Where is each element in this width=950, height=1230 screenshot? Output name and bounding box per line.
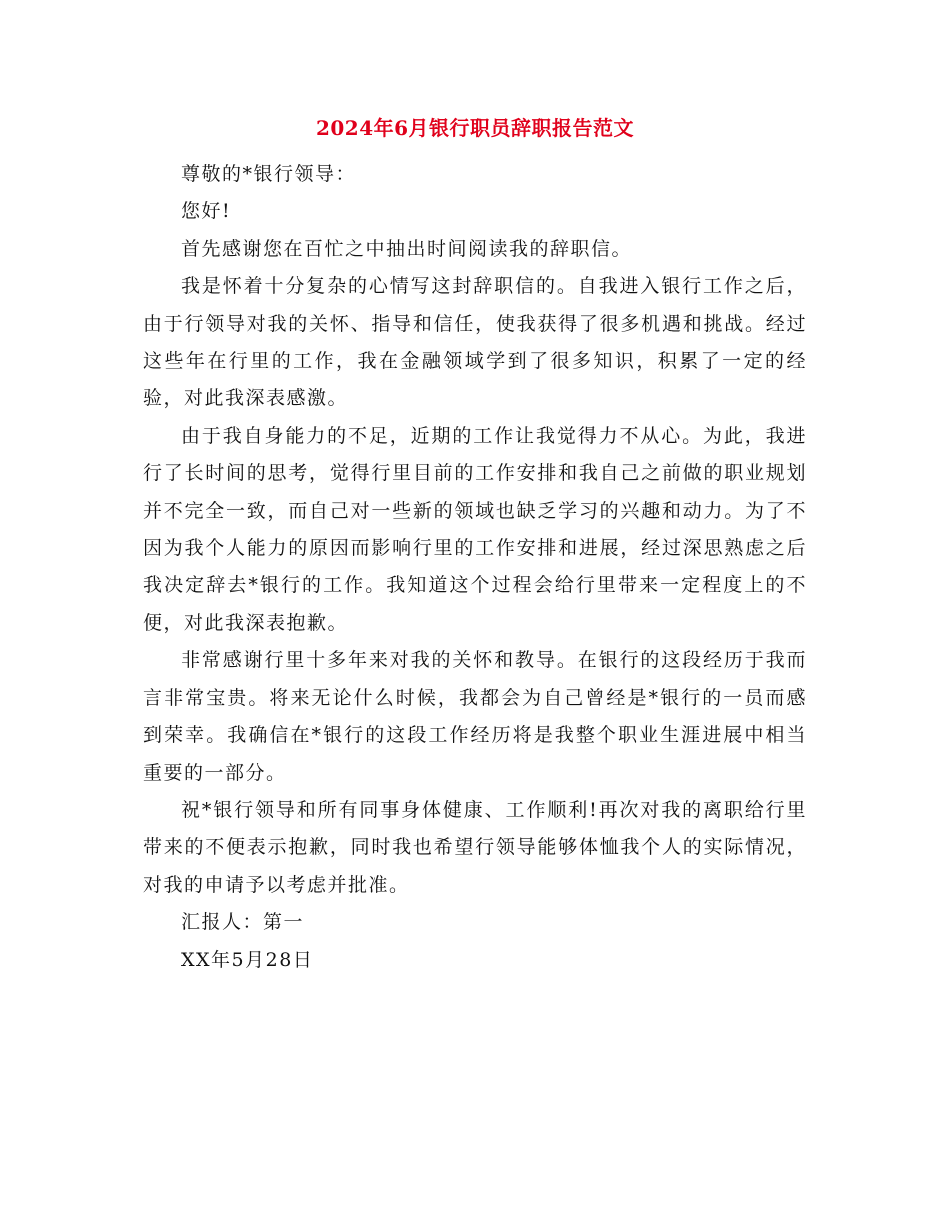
date-line: XX年5月28日	[181, 948, 314, 971]
paragraph-3: 由于我自身能力的不足，近期的工作让我觉得力不从心。为此，我进行了长时间的思考，觉得行里目前的工作安排和我自己之前做的职业规划 并不完全一致，而自己对一些新的领域也缺乏学习的兴趣和动力。为了不因为我个人能力的原因而影响行里的工作安排和进展，经过深思熟虑之后我决定辞去*银行的工作。我知道这个过程会给行里带来一定程度上的不便，对此我深表抱歉。	[143, 424, 807, 634]
paragraph-5: 祝*银行领导和所有同事身体健康、工作顺利!再次对我的离职给行里带来的不便表示抱歉，同时我也希望行领导能够体恤我个人的实际情况，对我的申请予以考虑并批准。	[143, 798, 807, 896]
paragraph-2: 我是怀着十分复杂的心情写这封辞职信的。自我进入银行工作之后，由于行领导对我的关怀、指导和信任，使我获得了很多机遇和挑战。经过这些年在行里的工作，我在金融领域学到了很多知识，积累了一定的经验，对此我深表感激。	[143, 275, 807, 410]
signer-line: 汇报人：第一	[181, 911, 305, 934]
document-title: 2024年6月银行职员辞职报告范文	[315, 116, 635, 140]
paragraph-1: 首先感谢您在百忙之中抽出时间阅读我的辞职信。	[181, 237, 633, 260]
document-body	[143, 156, 807, 979]
paragraph-4: 非常感谢行里十多年来对我的关怀和教导。在银行的这段经历于我而言非常宝贵。将来无论什么时候，我都会为自己曾经是*银行的一员而感到荣幸。我确信在*银行的这段工作经历将是我整个职业生涯进展中相当重要的一部分。	[143, 649, 807, 784]
salutation: 尊敬的*银行领导：	[181, 163, 357, 185]
greeting: 您好!	[181, 200, 232, 223]
